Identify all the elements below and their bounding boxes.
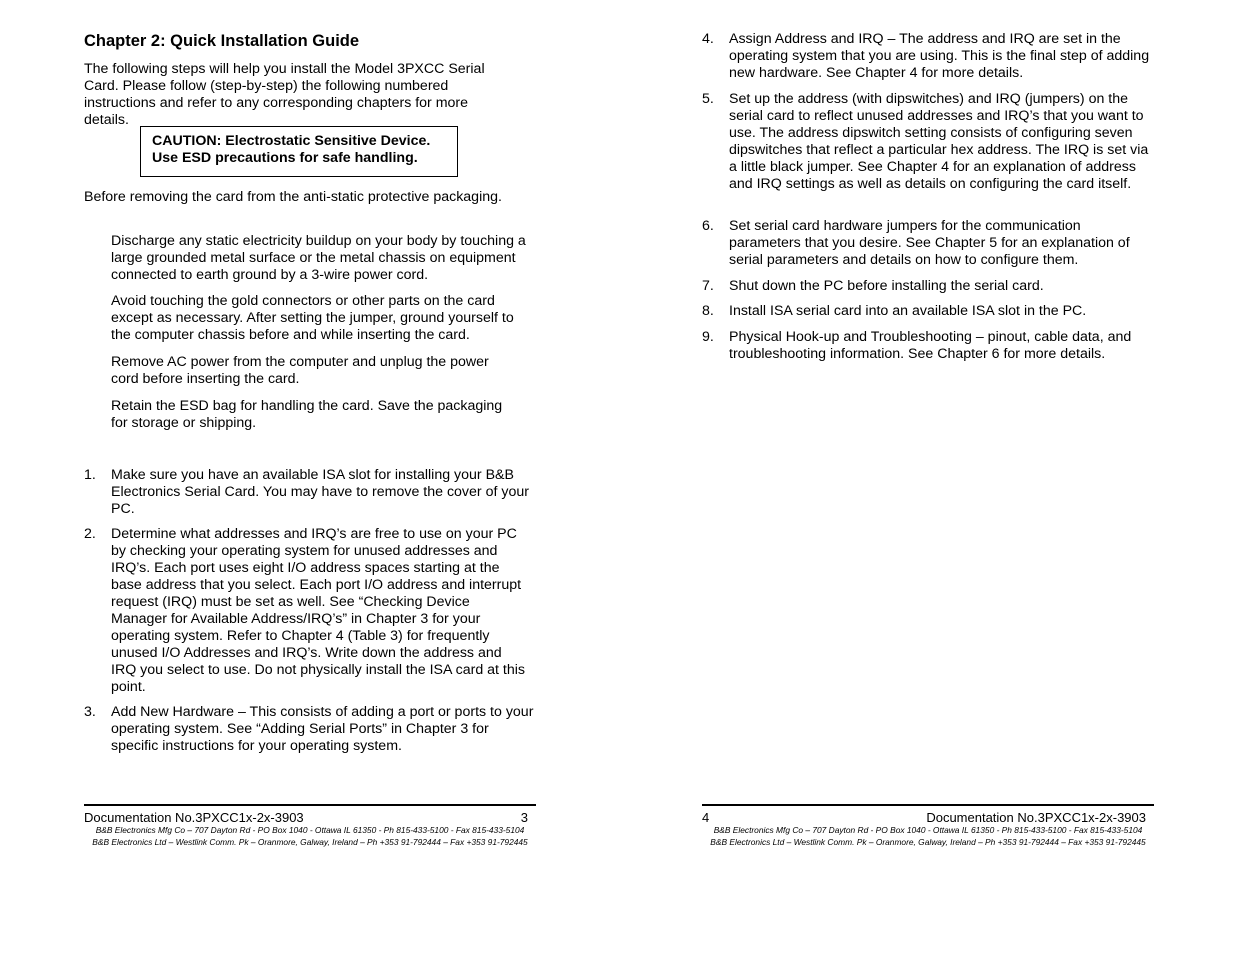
page-number: 4 <box>702 810 710 825</box>
step-text: Make sure you have an available ISA slot for installing your B&B Electronics Serial Card. You may have to remove the cover of your PC. <box>111 467 529 517</box>
step-number: 1. <box>84 467 96 483</box>
step-text: Add New Hardware – This consists of adding a port or ports to your operating system. See “Adding Serial Ports” in Chapter 3 for specific instructions for your operating system. <box>111 704 534 754</box>
caution-line-2: Use ESD precautions for safe handling. <box>152 150 418 166</box>
step-text: Physical Hook-up and Troubleshooting – pinout, cable data, and troubleshooting information. See Chapter 6 for more details. <box>729 329 1132 362</box>
step-text: Set serial card hardware jumpers for the communication parameters that you desire. See Chapter 5 for an explanation of serial parameters and details on how to configure them. <box>729 218 1130 268</box>
intro-paragraph: The following steps will help you install the Model 3PXCC Serial Card. Please follow (step-by-step) the following numbered instructions and refer to any corresponding chapters for more details. <box>84 61 485 128</box>
footer-address-ie: B&B Electronics Ltd – Westlink Comm. Pk – Oranmore, Galway, Ireland – Ph +353 91-792444 – Fax +353 91-792445 <box>710 837 1146 847</box>
footer-line <box>702 810 1146 825</box>
precaution-item: Remove AC power from the computer and unplug the power cord before inserting the card. <box>111 354 489 387</box>
right-page <box>702 0 1154 954</box>
step-text: Assign Address and IRQ – The address and IRQ are set in the operating system that you are using. This is the final step of adding new hardware. See Chapter 4 for more details. <box>729 31 1150 81</box>
page-number: 3 <box>520 810 528 825</box>
precaution-item: Avoid touching the gold connectors or other parts on the card except as necessary. After setting the jumper, ground yourself to the computer chassis before and while inserting the card. <box>111 293 514 343</box>
step-number: 4. <box>702 31 714 47</box>
footer-line <box>84 810 528 825</box>
footer-address-us: B&B Electronics Mfg Co – 707 Dayton Rd - PO Box 1040 - Ottawa IL 61350 - Ph 815-433-5100 - Fax 815-433-5104 <box>713 825 1143 835</box>
step-text: Shut down the PC before installing the serial card. <box>729 278 1044 294</box>
step-number: 3. <box>84 704 96 720</box>
step-text: Install ISA serial card into an available ISA slot in the PC. <box>729 303 1087 319</box>
footer-rule <box>702 804 1154 806</box>
footer-doc-number: Documentation No.3PXCC1x-2x-3903 <box>926 810 1146 825</box>
precaution-item: Retain the ESD bag for handling the card. Save the packaging for storage or shipping. <box>111 398 503 431</box>
step-number: 7. <box>702 278 714 294</box>
step-number: 5. <box>702 91 714 107</box>
left-page <box>84 0 536 954</box>
caution-box <box>140 126 458 177</box>
footer-address-us: B&B Electronics Mfg Co – 707 Dayton Rd - PO Box 1040 - Ottawa IL 61350 - Ph 815-433-5100 - Fax 815-433-5104 <box>95 825 525 835</box>
footer-address-ie: B&B Electronics Ltd – Westlink Comm. Pk – Oranmore, Galway, Ireland – Ph +353 91-792444 – Fax +353 91-792445 <box>92 837 528 847</box>
before-removing-text: Before removing the card from the anti-static protective packaging. <box>84 189 502 205</box>
caution-line-1: CAUTION: Electrostatic Sensitive Device. <box>152 133 431 149</box>
chapter-title: Chapter 2: Quick Installation Guide <box>84 32 360 50</box>
footer-doc-number: Documentation No.3PXCC1x-2x-3903 <box>84 810 304 825</box>
step-number: 9. <box>702 329 714 345</box>
footer-rule <box>84 804 536 806</box>
step-number: 6. <box>702 218 714 234</box>
step-number: 8. <box>702 303 714 319</box>
step-text: Determine what addresses and IRQ’s are free to use on your PC by checking your operating system for unused addresses and IRQ’s. Each port uses eight I/O address spaces starting at the base address that you select. Each port I/O address and interrupt request (IRQ) must be set as well. See “Checking Device Manager for Available Address/IRQ’s” in Chapter 3 for your operating system. Refer to Chapter 4 (Table 3) for frequently unused I/O Addresses and IRQ’s. Write down the address and IRQ you select to use. Do not physically install the ISA card at this point. <box>111 526 525 695</box>
step-text: Set up the address (with dipswitches) and IRQ (jumpers) on the serial card to reflect unused addresses and IRQ’s that you want to use. The address dipswitch setting consists of configuring seven dipswitches that reflect a particular hex address. The IRQ is set via a little black jumper. See Chapter 4 for an explanation of address and IRQ settings as well as details on configuring the card itself. <box>729 91 1149 192</box>
step-number: 2. <box>84 526 96 542</box>
precaution-item: Discharge any static electricity buildup on your body by touching a large grounded metal surface or the metal chassis on equipment connected to earth ground by a 3-wire power cord. <box>111 233 526 283</box>
